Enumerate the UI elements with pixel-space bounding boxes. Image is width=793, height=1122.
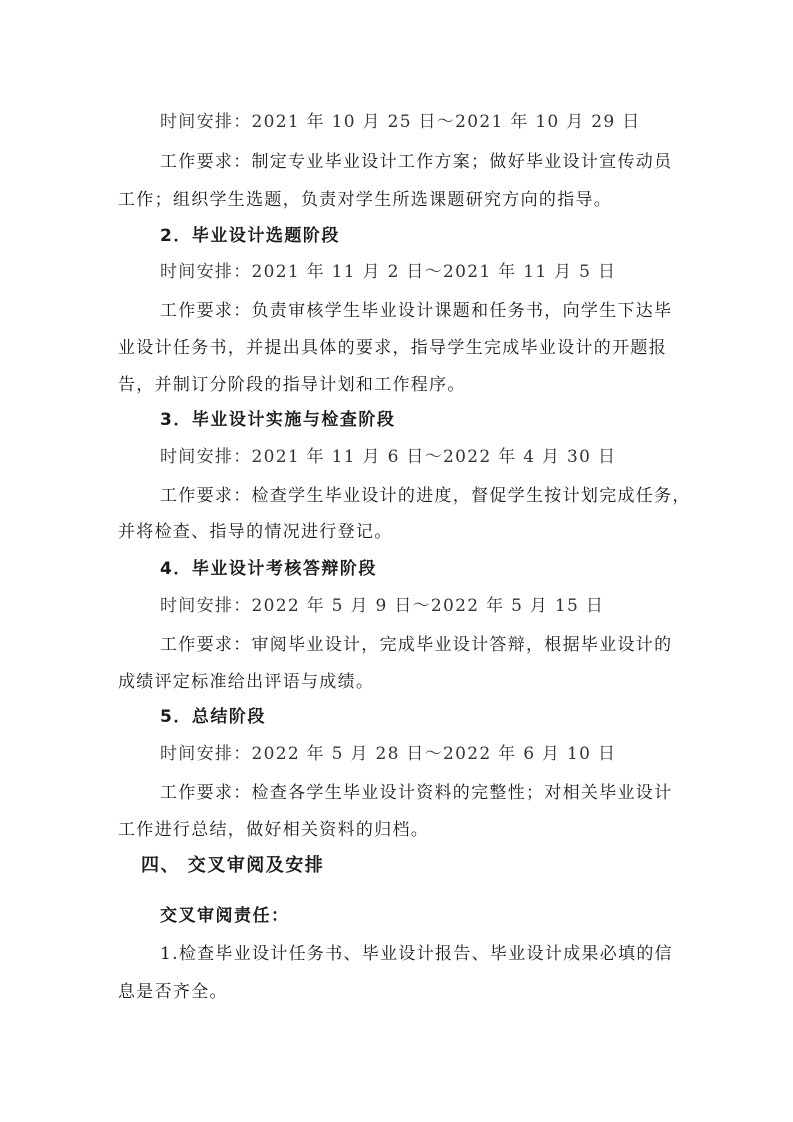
phase3-time: 时间安排：2021 年 11 月 6 日～2022 年 4 月 30 日 xyxy=(160,447,617,467)
phase5-requirement-line2: 工作进行总结，做好相关资料的归档。 xyxy=(118,820,430,840)
phase2-requirement-line1: 工作要求：负责审核学生毕业设计课题和任务书，向学生下达毕 xyxy=(160,301,673,321)
phase2-requirement-line3: 告，并制订分阶段的指导计划和工作程序。 xyxy=(118,375,466,395)
phase4-time: 时间安排：2022 年 5 月 9 日～2022 年 5 月 15 日 xyxy=(160,596,605,616)
phase3-heading: 3．毕业设计实施与检查阶段 xyxy=(160,410,396,430)
phase4-requirement-line2: 成绩评定标准给出评语与成绩。 xyxy=(118,672,375,692)
phase5-requirement-line1: 工作要求：检查各学生毕业设计资料的完整性；对相关毕业设计 xyxy=(160,783,673,803)
phase2-heading: 2．毕业设计选题阶段 xyxy=(160,226,340,246)
section4-item1-line1: 1.检查毕业设计任务书、毕业设计报告、毕业设计成果必填的信 xyxy=(160,944,673,964)
phase4-requirement-line1: 工作要求：审阅毕业设计，完成毕业设计答辩，根据毕业设计的 xyxy=(160,635,673,655)
phase3-requirement-line1: 工作要求：检查学生毕业设计的进度，督促学生按计划完成任务， xyxy=(160,486,691,506)
phase1-requirement-line1: 工作要求：制定专业毕业设计工作方案；做好毕业设计宣传动员 xyxy=(160,152,673,172)
phase5-heading: 5．总结阶段 xyxy=(160,707,266,727)
phase2-requirement-line2: 业设计任务书，并提出具体的要求，指导学生完成毕业设计的开题报 xyxy=(118,338,667,358)
section4-subheading: 交叉审阅责任： xyxy=(160,906,290,926)
section4-title: 四、 交叉审阅及安排 xyxy=(141,855,325,876)
phase1-requirement-line2: 工作；组织学生选题，负责对学生所选课题研究方向的指导。 xyxy=(118,190,613,210)
section4-item1-line2: 息是否齐全。 xyxy=(118,982,228,1002)
phase5-time: 时间安排：2022 年 5 月 28 日～2022 年 6 月 10 日 xyxy=(160,744,617,764)
phase4-heading: 4．毕业设计考核答辩阶段 xyxy=(160,559,377,579)
phase3-requirement-line2: 并将检查、指导的情况进行登记。 xyxy=(118,522,393,542)
phase2-time: 时间安排：2021 年 11 月 2 日～2021 年 11 月 5 日 xyxy=(160,262,617,282)
phase1-time: 时间安排：2021 年 10 月 25 日～2021 年 10 月 29 日 xyxy=(160,112,641,132)
